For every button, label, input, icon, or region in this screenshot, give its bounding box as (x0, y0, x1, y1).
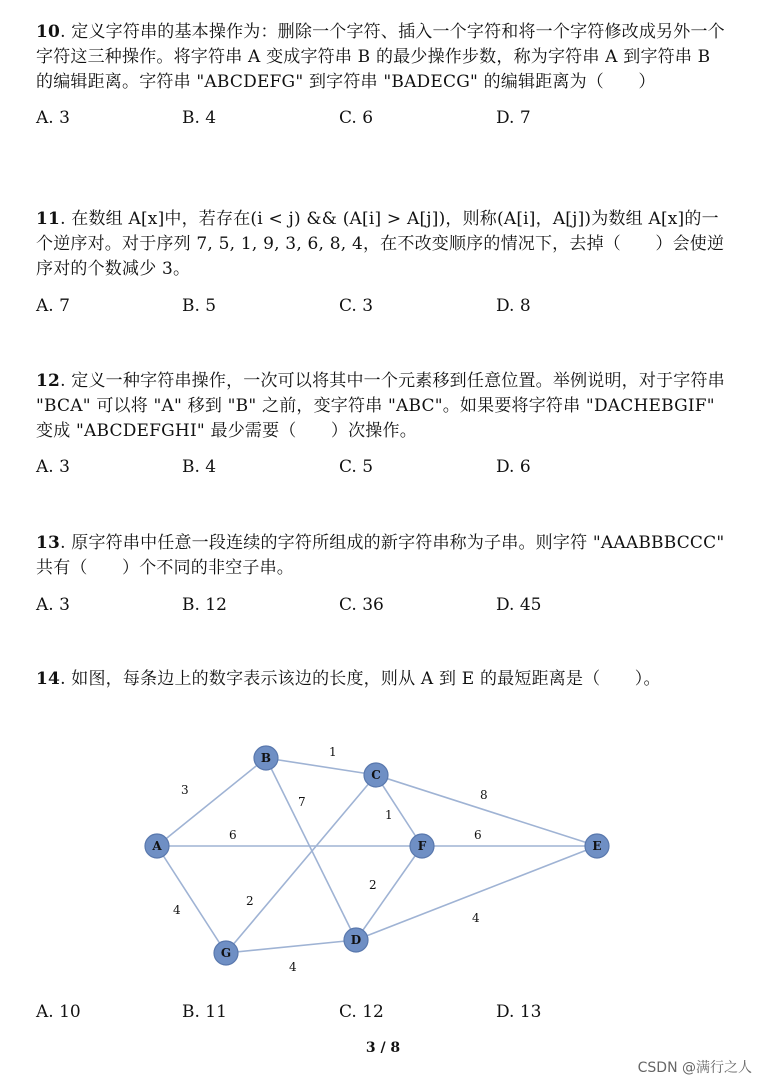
option-b: B. 11 (182, 1002, 227, 1022)
question-stem (36, 20, 726, 95)
question-stem (36, 369, 726, 444)
node-a-label: A (152, 839, 162, 853)
weight-a-g: 4 (173, 903, 181, 917)
question-13 (36, 531, 726, 617)
weight-b-c: 1 (329, 745, 337, 759)
option-c: C. 36 (339, 595, 384, 615)
options-row (36, 1000, 726, 1024)
question-number: 12 (36, 371, 61, 391)
question-text: . 定义一种字符串操作，一次可以将其中一个元素移到任意位置。举例说明，对于字符串 "BCA" 可以将 "A" 移到 "B" 之前，变字符串 "ABC"。如果要将字符串 "DACHEBGIF" 变成 "ABCDEFGHI" 最少需要（ ）次操作。 (36, 371, 725, 441)
node-d (344, 928, 368, 952)
option-b: B. 12 (182, 595, 227, 615)
node-b-label: B (260, 751, 272, 765)
option-c: C. 3 (339, 296, 374, 316)
node-g (214, 941, 238, 965)
question-10 (36, 20, 726, 130)
weight-a-b: 3 (181, 783, 189, 797)
node-b (254, 746, 278, 770)
question-text: . 定义字符串的基本操作为：删除一个字符、插入一个字符和将一个字符修改成另外一个字符这三种操作。将字符串 A 变成字符串 B 的最少操作步数，称为字符串 A 到字符串 B 的编辑距离。字符串 "ABCDEFG" 到字符串 "BADECG" 的编辑距离为（ ） (36, 22, 725, 92)
weight-g-c: 2 (246, 894, 254, 908)
question-stem (36, 667, 726, 692)
question-14 (36, 667, 726, 692)
question-stem (36, 207, 726, 282)
option-a: A. 3 (36, 108, 70, 128)
option-a: A. 7 (36, 296, 70, 316)
option-d: D. 6 (496, 457, 531, 477)
option-a: A. 3 (36, 595, 70, 615)
weight-g-d: 4 (289, 960, 297, 974)
edge-a-b (157, 758, 266, 846)
question-14-options (36, 1000, 726, 1024)
graph-figure (132, 735, 662, 975)
option-d: D. 13 (496, 1002, 542, 1022)
edge-b-c (266, 758, 376, 775)
question-11 (36, 207, 726, 318)
graph-diagram (132, 735, 662, 975)
edge-c-f (376, 775, 422, 846)
edge-b-d (266, 758, 356, 940)
option-d: D. 7 (496, 108, 531, 128)
option-b: B. 5 (182, 296, 217, 316)
weight-f-d: 2 (369, 878, 377, 892)
edge-c-e (376, 775, 597, 846)
question-number: 10 (36, 22, 61, 42)
weight-a-f: 6 (229, 828, 237, 842)
option-a: A. 10 (36, 1002, 81, 1022)
options-row (36, 106, 726, 130)
node-g-label: G (220, 946, 232, 960)
edge-g-d (226, 940, 356, 953)
options-row (36, 294, 726, 318)
node-d-label: D (350, 933, 362, 947)
weight-f-e: 6 (474, 828, 482, 842)
options-row (36, 593, 726, 617)
weight-c-e: 8 (480, 788, 488, 802)
weight-c-f: 1 (385, 808, 393, 822)
question-text: . 在数组 A[x]中，若存在(i < j) && (A[i] > A[j])，则称(A[i]，A[j])为数组 A[x]的一个逆序对。对于序列 7, 5, 1, 9, 3, 6, 8, 4，在不改变顺序的情况下，去掉（ ）会使逆序对的个数减少 3。 (36, 209, 725, 279)
watermark: CSDN @满行之人 (637, 1060, 752, 1076)
edge-f-d (356, 846, 422, 940)
edge-a-g (157, 846, 226, 953)
question-number: 14 (36, 669, 61, 689)
option-b: B. 4 (182, 457, 217, 477)
node-c (364, 763, 388, 787)
option-d: D. 45 (496, 595, 542, 615)
option-c: C. 5 (339, 457, 374, 477)
weight-d-e: 4 (472, 911, 480, 925)
option-c: C. 12 (339, 1002, 384, 1022)
node-e-label: E (592, 839, 602, 853)
option-b: B. 4 (182, 108, 217, 128)
weight-b-d: 7 (298, 795, 306, 809)
question-12 (36, 369, 726, 479)
option-c: C. 6 (339, 108, 374, 128)
question-text: . 原字符串中任意一段连续的字符所组成的新字符串称为子串。则字符 "AAABBBCCC" 共有（ ）个不同的非空子串。 (36, 533, 725, 578)
page-number: 3 / 8 (365, 1040, 401, 1056)
question-text: . 如图，每条边上的数字表示该边的长度，则从 A 到 E 的最短距离是（ ）。 (60, 669, 661, 689)
question-stem (36, 531, 726, 581)
node-a (145, 834, 169, 858)
option-a: A. 3 (36, 457, 70, 477)
options-row (36, 455, 726, 479)
question-number: 13 (36, 533, 61, 553)
node-f (410, 834, 434, 858)
node-e (585, 834, 609, 858)
edge-d-e (356, 846, 597, 940)
option-d: D. 8 (496, 296, 531, 316)
node-f-label: F (417, 839, 427, 853)
question-number: 11 (36, 209, 61, 229)
node-c-label: C (371, 768, 381, 782)
